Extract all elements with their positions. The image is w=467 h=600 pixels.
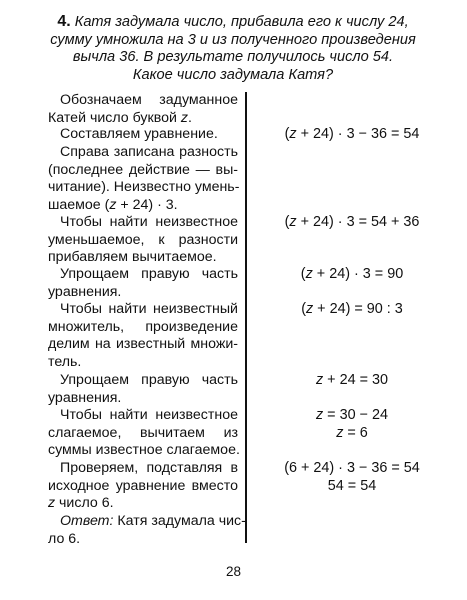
problem-text-line: Катя задумала число, прибавила его к числу 24, (74, 14, 409, 30)
problem-line-1 (28, 13, 438, 32)
explanation-line: исходное уравнение вместо (48, 477, 238, 494)
equation-line: z = 6 (336, 424, 368, 441)
explanation-line: шаемое (z + 24) · 3. (48, 196, 178, 213)
step-equation (252, 372, 452, 390)
step-equation (252, 266, 452, 284)
equation-line: (6 + 24) · 3 − 36 = 54 (284, 460, 420, 476)
explanation-line: Справа записана разность (60, 144, 238, 160)
explanation-line: суммы известное слагаемое. (48, 442, 240, 459)
step-explanation (48, 407, 238, 460)
explanation-line: Чтобы найти неизвестный (60, 301, 238, 317)
explanation-line: (последнее действие — вы- (48, 161, 238, 178)
explanation-line: Чтобы найти неизвестное (60, 214, 238, 230)
problem-number: 4. (57, 13, 71, 30)
step-equation (252, 407, 452, 442)
explanation-line: z число 6. (48, 495, 114, 512)
answer-line (48, 513, 246, 531)
step-equation (252, 126, 452, 144)
equation-line: z + 24 = 30 (315, 372, 389, 388)
page-number: 28 (225, 564, 242, 579)
explanation-line: делим на известный множи- (48, 336, 238, 353)
problem-text-line: сумму умножила на 3 и из полученного произведения (50, 31, 416, 48)
step-explanation (48, 301, 238, 371)
explanation-line: прибавляем вычитаемое. (48, 249, 217, 266)
explanation-line: уравнения. (48, 389, 122, 406)
step-explanation (48, 372, 238, 407)
step-explanation (48, 126, 238, 144)
variable-z: z (180, 109, 188, 126)
step-equation (252, 301, 452, 319)
explanation-line: читание). Неизвестно умень- (48, 179, 240, 196)
explanation-line: тель. (48, 353, 82, 370)
column-divider (245, 92, 247, 543)
equation-line: z = 30 − 24 (315, 407, 389, 423)
problem-question: Какое число задумала Катя? (132, 66, 334, 83)
answer-value: Катя задумала чис- (113, 513, 246, 529)
explanation-line: множитель, произведение (48, 318, 238, 335)
answer-text (48, 513, 246, 548)
problem-statement (28, 13, 438, 84)
step-equation (252, 460, 452, 495)
equation-line: 54 = 54 (327, 477, 377, 494)
step-equation (252, 214, 452, 232)
explanation-line: Упрощаем правую часть (60, 372, 238, 388)
step-explanation (48, 460, 238, 513)
answer-line: ло 6. (48, 530, 81, 547)
explanation-line: уменьшаемое, к разности (48, 231, 238, 248)
step-explanation (48, 144, 238, 214)
explanation-line: Чтобы найти неизвестное (60, 407, 238, 423)
equation-line: (z + 24) · 3 = 54 + 36 (284, 214, 420, 230)
explanation-line: Составляем уравнение. (60, 126, 218, 142)
step-explanation (48, 266, 238, 301)
explanation-line: уравнения. (48, 283, 122, 300)
equation-line: (z + 24) · 3 − 36 = 54 (284, 126, 420, 142)
problem-text-line: вычла 36. В результате получилось число 54. (72, 49, 394, 66)
step-explanation (48, 92, 238, 127)
answer-label: Ответ: (60, 513, 114, 529)
explanation-line: Проверяем, подставляя в (60, 460, 238, 476)
equation-line: (z + 24) · 3 = 90 (300, 266, 404, 282)
explanation-line: Катей число буквой z. (48, 109, 192, 126)
equation-line: (z + 24) = 90 : 3 (301, 301, 403, 317)
explanation-line: Упрощаем правую часть (60, 266, 238, 282)
explanation-line: слагаемое, вычитаем из (48, 424, 238, 441)
explanation-line: Обозначаем задуманное (60, 92, 238, 108)
step-explanation (48, 214, 238, 267)
